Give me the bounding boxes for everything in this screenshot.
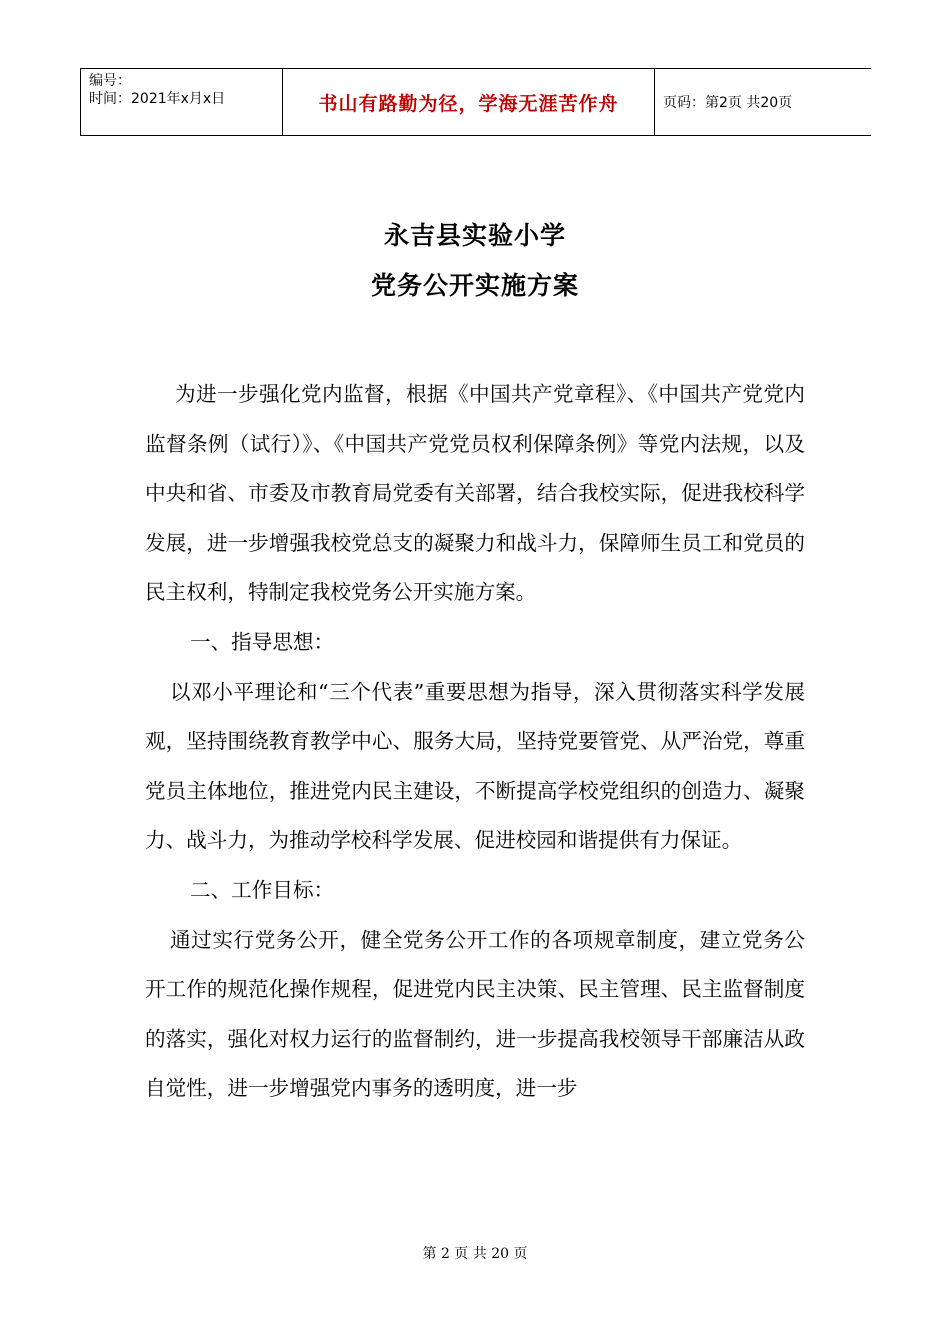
document-body bbox=[145, 370, 805, 1114]
section-heading-guiding-ideology: 一、指导思想： bbox=[190, 629, 335, 654]
work-goals-paragraph: 通过实行党务公开，健全党务公开工作的各项规章制度，建立党务公开工作的规范化操作规程，促进党内民主决策、民主管理、民主监督制度的落实，强化对权力运行的监督制约，进一步提高我校领导干部廉洁从政自觉性，进一步增强党内事务的透明度，进一步 bbox=[145, 927, 805, 1101]
intro-paragraph: 为进一步强化党内监督，根据《中国共产党章程》、《中国共产党党内监督条例（试行）》、《中国共产党党员权利保障条例》等党内法规，以及中央和省、市委及市教育局党委有关部署，结合我校实际，促进我校科学发展，进一步增强我校党总支的凝聚力和战斗力，保障师生员工和党员的民主权利，特制定我校党务公开实施方案。 bbox=[145, 382, 805, 605]
header-table bbox=[80, 68, 871, 136]
section-heading-work-goals: 二、工作目标： bbox=[190, 877, 335, 902]
document-title: 永吉县实验小学 bbox=[383, 221, 566, 250]
header-motto: 书山有路勤为径，学海无涯苦作舟 bbox=[318, 92, 619, 115]
document-subtitle: 党务公开实施方案 bbox=[370, 271, 579, 300]
header-page-cell bbox=[655, 69, 871, 135]
document-number-label: 编号： bbox=[89, 73, 131, 89]
page-footer: 第 2 页 共 20 页 bbox=[422, 1246, 528, 1262]
header-page-code: 页码：第2页 共20页 bbox=[663, 95, 793, 111]
guiding-ideology-paragraph: 以邓小平理论和“三个代表”重要思想为指导，深入贯彻落实科学发展观，坚持围绕教育教学中心、服务大局，坚持党要管党、从严治党，尊重党员主体地位，推进党内民主建设，不断提高学校党组织的创造力、凝聚力、战斗力，为推动学校科学发展、促进校园和谐提供有力保证。 bbox=[145, 679, 805, 853]
header-motto-cell bbox=[283, 69, 655, 135]
header-info-cell bbox=[81, 69, 283, 135]
document-date-label: 时间：2021年x月x日 bbox=[89, 91, 226, 107]
